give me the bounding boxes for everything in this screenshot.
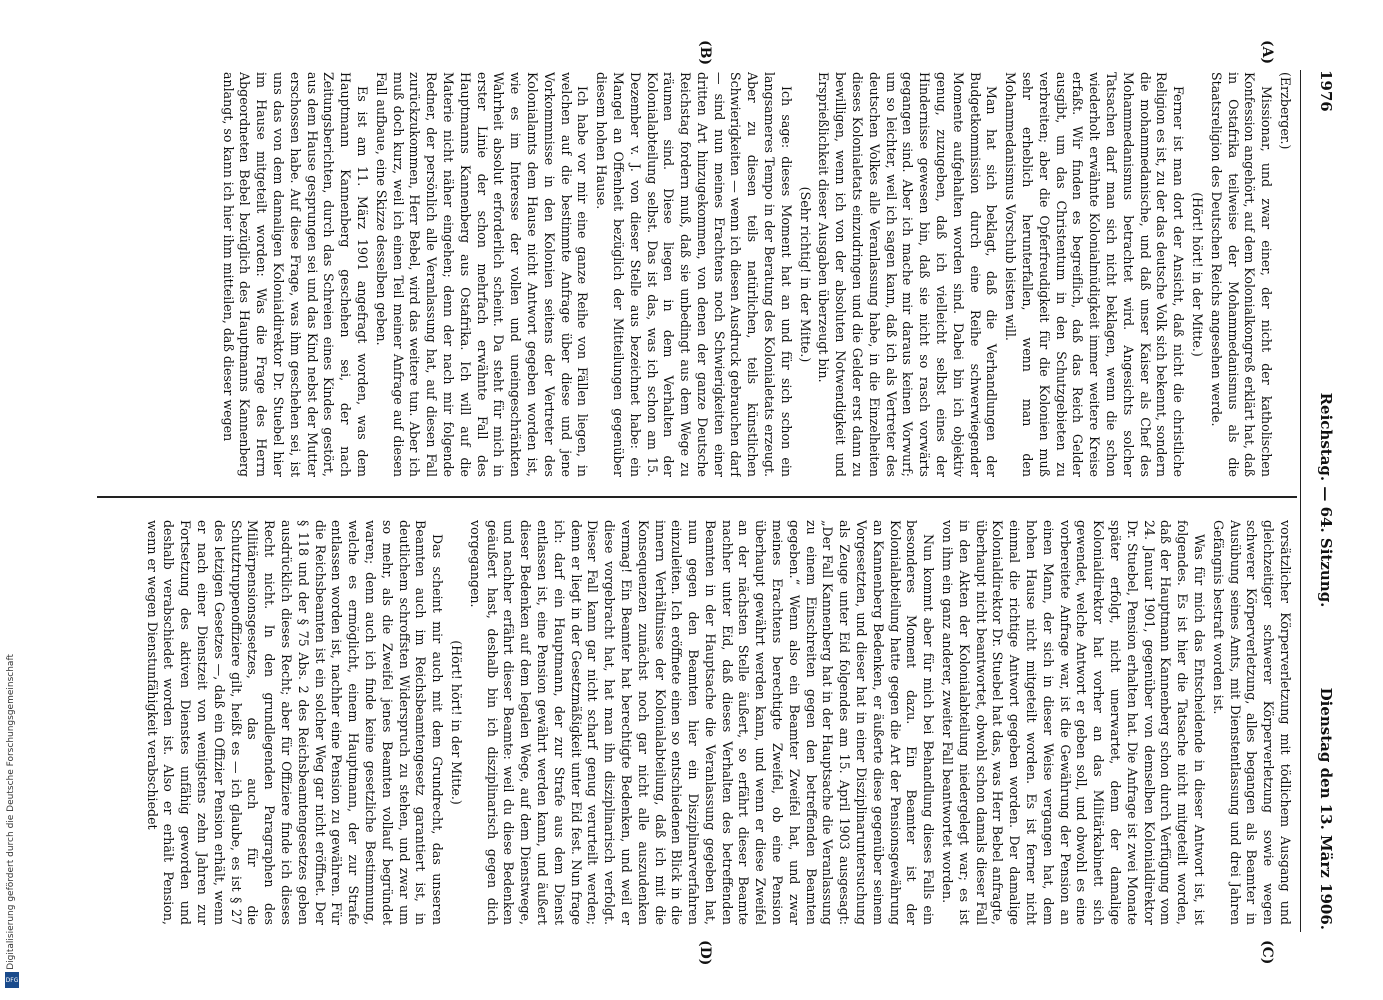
paragraph: Ich sage: dieses Moment hat an und für sich schon ein langsameres Tempo in der Beratung des Kolonialetats erzeugt. Aber zu diesen teils natürlichen, teils künstlichen Schwierigkeiten — wenn ich diesen Ausdruck gebrauchen darf — sind nun meines Erachtens noch Schwierigkeiten einer dritten Art hinzugekommen, von denen der ganze Deutsche Reichstag fordern muß, daß sie unbedingt aus dem Wege zu räumen sind. Diese liegen in dem Verhalten der Kolonialabteilung selbst. Das ist das, was ich schon am 15. Dezember v. J. von dieser Stelle aus bezeichnet habe: ein Mangel an Offenheit bezüglich der Mitteilungen gegenüber diesem hohen Hause. (594, 72, 794, 477)
paragraph: Missionar, und zwar einer, der nicht der katholischen Konfession angehört, auf dem Kolonialkongreß erklärt hat, daß in Ostafrika teilweise der Mohammedanismus als die Staatsreligion des Deutschen Reichs angesehen werde. (1208, 72, 1275, 477)
margin-marker-a: (A) (1259, 40, 1275, 65)
page-date: Dienstag den 13. März 1906. (1317, 687, 1335, 930)
paragraph: Das scheint mir auch mit dem Grundrecht, das unseren Beamten auch im Reichsbeamtengesetz garantiert ist, in deutlichem schroffsten Widerspruch zu stehen, und zwar um so mehr, als die Zweifel jenes Beamten vollauf begründet waren; denn auch ich finde keine gesetzliche Bestimmung, welche es ermöglicht, einem Hauptmann, der zur Strafe entlassen worden ist, nachher eine Pension zu gewähren. Für die Reichsbeamten ist ein solcher Weg gar nicht eröffnet. Der § 118 und der § 75 Abs. 2 des Reichsbeamtengesetzes geben ausdrücklich dieses Recht; aber für Offiziere finde ich dieses Recht nicht. In den grundlegenden Paragraphen des Militärpensionsgesetzes, das auch für die Schutztruppenoffiziere gilt, heißt es — ich glaube, es ist § 27 des letzigen Gesetzes —, daß ein Offizier Pension erhält, wenn er nach einer Dienstzeit von wenigstens zehn Jahren zur Fortsetzung des aktiven Dienstes unfähig geworden und deshalb verabschiedet worden ist. Also er erhält Pension, wenn er wegen Dienstunfähigkeit verabschiedet (144, 520, 446, 925)
interjection: (Hört! hört! in der Mitte.) (1190, 192, 1206, 357)
margin-marker-d: (D) (697, 940, 713, 966)
paragraph: Ich habe vor mir eine ganze Reihe von Fällen liegen, in welchen auf die bestimmte Anfrage über diese und jene Vorkommnisse in den Kolonien seitens der Vertreter des Kolonialamts dem Hause nicht Antwort gegeben worden ist, wie es im Interesse der vollen und uneingeschränkten Wahrheit absolut erforderlich scheint. Da steht für mich in erster Linie der schon mehrfach erwähnte Fall des Hauptmanns Kannenberg aus Ostafrika. Ich will auf die Materie nicht näher eingehen; denn der nach mir folgende Redner, der persönlich alle Veranlassung hat, auf diesen Fall zurückzukommen, Herr Bebel, wird das weitere tun. Aber ich muß doch kurz, weil ich einen Teil meiner Anfrage auf diesen Fall aufbaue, eine Skizze desselben geben. (373, 72, 591, 477)
column-divider (97, 496, 1297, 498)
digitization-footer (4, 390, 18, 990)
page-title: Reichstag. — 64. Sitzung. (1317, 392, 1335, 608)
paragraph: vorsätzlicher Körperverletzung mit tödlichem Ausgang und gleichzeitiger schwerer Körperverletzung sowie wegen schwerer Körperverletzung, alles begangen als Beamter in Ausübung seines Amts, mit Dienstentlassung und drei Jahren Gefängnis bestraft worden ist. (1210, 520, 1293, 925)
page-header (1305, 70, 1335, 930)
paragraph: Ferner ist man dort der Ansicht, daß nicht die christliche Religion es ist, zu der das deutsche Volk sich bekennt, sondern die mohammedanische, und daß unser Kaiser als Chef des Mohammedanismus betrachtet wird. Angesichts solcher Tatsachen darf man sich nicht beklagen, wenn die schon wiederholt erwähnte Kolonialmüdigkeit immer weitere Kreise erfaßt. Wir finden es begreiflich, daß das Reich Gelder ausgibt, um das Christentum in den Schutzgebieten zu verbreiten; aber die Opferfreudigkeit für die Kolonien muß sehr erheblich herunterfallen, wenn man den Mohammedanismus Vorschub leisten will. (1003, 72, 1187, 477)
funding-note: Digitalisierung gefördert durch die Deutsche Forschungsgemeinschaft (6, 654, 16, 970)
speaker-name: (Erzberger.) (1278, 72, 1293, 150)
paragraph: Nun kommt aber für mich bei Behandlung dieses Falls ein besonderes Moment dazu. Ein Beamter ist der Kolonialabteilung hatte gegen die Art der Pensionsgewährung an Kannenberg Bedenken, er äußerte diese gegenüber seinem Vorgesetzten, und dieser hat in einer Disziplinaruntersuchung als Zeuge unter Eid folgendes am 15. April 1903 ausgesagt: „Der Fall Kannenberg hat in der Hauptsache die Veranlassung zu einem Einschreiten gegen den betreffenden Beamten gegeben.“ Wenn also ein Beamter Zweifel hat, und zwar meines Erachtens berechtigte Zweifel, ob eine Pension überhaupt gewährt werden kann, und wenn er diese Zweifel an der nächsten Stelle äußert, so erfährt dieser Beamte nachher unter Eid, daß dieses Verhalten des betreffenden Beamten in der Hauptsache die Veranlassung gegeben hat, nun gegen den Beamten hier ein Disziplinarverfahren einzuleiten. Ich eröffnete einen so entschiedenen Blick in die innern Verhältnisse der Kolonialabteilung, daß ich mit die Konsequenzen zunächst noch gar nicht alle auszudenken vermag! Ein Beamter hat berechtigte Bedenken, und weil er diese vorgebracht hat, hat man ihn disziplinarisch verfolgt. Dieser Fall kann gar nicht scharf genug verurteilt werden; denn er liegt in der Gesetzmäßigkeit unter Eid fest. Nun frage ich: darf ein Hauptmann, der zur Strafe aus dem Dienst entlassen ist, eine Pension gewährt werden kann, und äußert dieser Bedenken auf dem legalen Wege, auf dem Dienstwege, und nachher erfährt dieser Beamte: weil du diese Bedenken geäußert hast, deshalb bin ich disziplinarisch gegen dich vorgegangen. (467, 520, 937, 925)
paragraph: Man hat sich beklagt, daß die Verhandlungen der Budgetkommission durch eine Reihe schwerwiegender Momente aufgehalten worden sind. Dabei bin ich objektiv genug, zuzugeben, daß ich vielleicht selbst eines der Hindernisse gewesen bin, daß sie nicht so rasch vorwärts gegangen sind. Aber ich mache mir daraus keinen Vorwurf; um so leichter, weil ich sagen kann, daß ich als Vertreter des deutschen Volkes alle Veranlassung habe, in die Einzelheiten dieses Kolonialetats einzudringen und die Gelder erst dann zu bewilligen, wenn ich von der absoluten Notwendigkeit und Ersprießlichkeit dieser Ausgaben überzeugt bin. (816, 72, 1000, 477)
right-column (103, 520, 1293, 925)
interjection: (Sehr richtig! in der Mitte.) (797, 186, 813, 363)
page-number: 1976 (1317, 70, 1335, 112)
margin-marker-b: (B) (697, 40, 713, 66)
interjection: (Hört! hört! in der Mitte.) (448, 640, 464, 805)
paragraph: Es ist am 11. März 1901 angefragt worden, was dem Hauptmann Kannenberg geschehen sei, der nach Zeitungsberichten, durch das Schreien eines Kindes gestört, aus dem Hause gesprungen sei und das Kind nebst der Mutter erschossen habe. Auf diese Frage, was ihm geschehen sei, ist uns das von dem damaligen Kolonialdirektor Dr. Stuebel hier im Hause mitgeteilt worden: Was die Frage des Herrn Abgeordneten Bebel bezüglich des Hauptmanns Kannenberg anlangt, so kann ich hier ihm mitteilen, daß dieser wegen (220, 72, 370, 477)
margin-marker-c: (C) (1259, 940, 1275, 965)
header-rule (1300, 70, 1301, 932)
paragraph: Was für mich das Entscheidende in dieser Antwort ist, ist folgendes. Es ist hier die Tatsache nicht mitgeteilt worden, daß der Hauptmann Kannenberg schon durch Verfügung vom 24. Januar 1901, gegenüber von demselben Kolonialdirektor Dr. Stuebel, Pension erhalten hat. Die Anfrage ist zwei Monate später erfolgt, nicht unerwartet, denn der damalige Kolonialdirektor hat vorher an das Militärkabinett sich gewendet, welche Antwort er geben soll, und obwohl es eine vorbereitete Anfrage war, ist die Gewährung der Pension an einen Mann, der sich in dieser Weise vergangen hat, dem hohen Hause nicht mitgeteilt worden. Es ist ferner nicht einmal die richtige Antwort gegeben worden. Der damalige Kolonialdirektor Dr. Stuebel hat das, was Herr Bebel anfragte, überhaupt nicht beantwortet, obwohl schon damals dieser Fall in den Akten der Kolonialabteilung niedergelegt war; es ist von ihm ein ganz anderer, zweiter Fall beantwortet worden. (940, 520, 1208, 925)
left-column (103, 72, 1293, 477)
dfg-logo: DFG (5, 972, 19, 988)
